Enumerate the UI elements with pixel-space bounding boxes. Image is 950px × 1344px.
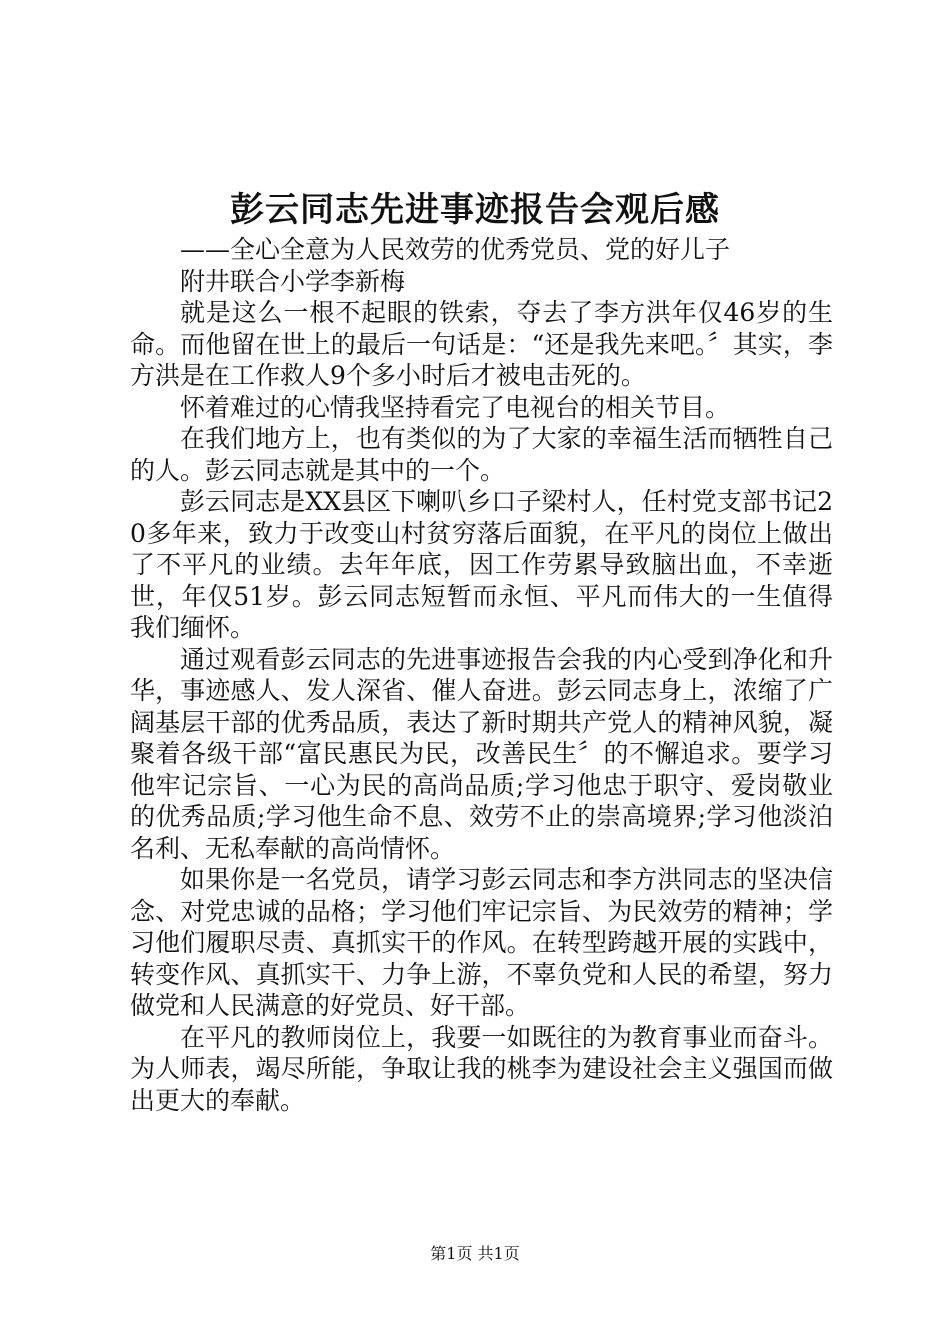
paragraph: 在平凡的教师岗位上，我要一如既往的为教育事业而奋斗。为人师表，竭尽所能，争取让我的桃李为建设社会主义强国而做出更大的奉献。	[130, 1022, 833, 1115]
paragraph: 如果你是一名党员，请学习彭云同志和李方洪同志的坚决信念、对党忠诚的品格；学习他们牢记宗旨、为民效劳的精神；学习他们履职尽责、真抓实干的作风。在转型跨越开展的实践中，转变作风、真抓实干、力争上游，不辜负党和人民的希望，努力做党和人民满意的好党员、好干部。	[130, 865, 833, 1020]
document-body	[130, 234, 833, 1116]
subtitle: ——全心全意为人民效劳的优秀党员、党的好儿子	[180, 235, 731, 264]
page-title: 彭云同志先进事迹报告会观后感	[230, 190, 720, 230]
author-line: 附井联合小学李新梅	[180, 266, 406, 296]
paragraph: 怀着难过的心情我坚持看完了电视台的相关节目。	[180, 392, 731, 422]
page-footer: 第1页 共1页	[430, 1244, 520, 1263]
paragraph: 通过观看彭云同志的先进事迹报告会我的内心受到净化和升华，事迹感人、发人深省、催人奋进。彭云同志身上，浓缩了广阔基层干部的优秀品质，表达了新时期共产党人的精神风貌，凝聚着各级干部“富民惠民为民，改善民生〞的不懈追求。要学习他牢记宗旨、一心为民的高尚品质;学习他忠于职守、爱岗敬业的优秀品质;学习他生命不息、效劳不止的崇高境界;学习他淡泊名利、无私奉献的高尚情怀。	[130, 644, 833, 863]
paragraph: 就是这么一根不起眼的铁索，夺去了李方洪年仅46岁的生命。而他留在世上的最后一句话是：“还是我先来吧。〞其实，李方洪是在工作救人9个多小时后才被电击死的。	[130, 298, 833, 390]
paragraph: 在我们地方上，也有类似的为了大家的幸福生活而牺牲自己的人。彭云同志就是其中的一个。	[130, 424, 833, 485]
paragraph: 彭云同志是XX县区下喇叭乡口子梁村人，任村党支部书记20多年来，致力于改变山村贫穷落后面貌，在平凡的岗位上做出了不平凡的业绩。去年年底，因工作劳累导致脑出血，不幸逝世，年仅51岁。彭云同志短暂而永恒、平凡而伟大的一生值得我们缅怀。	[130, 487, 833, 642]
